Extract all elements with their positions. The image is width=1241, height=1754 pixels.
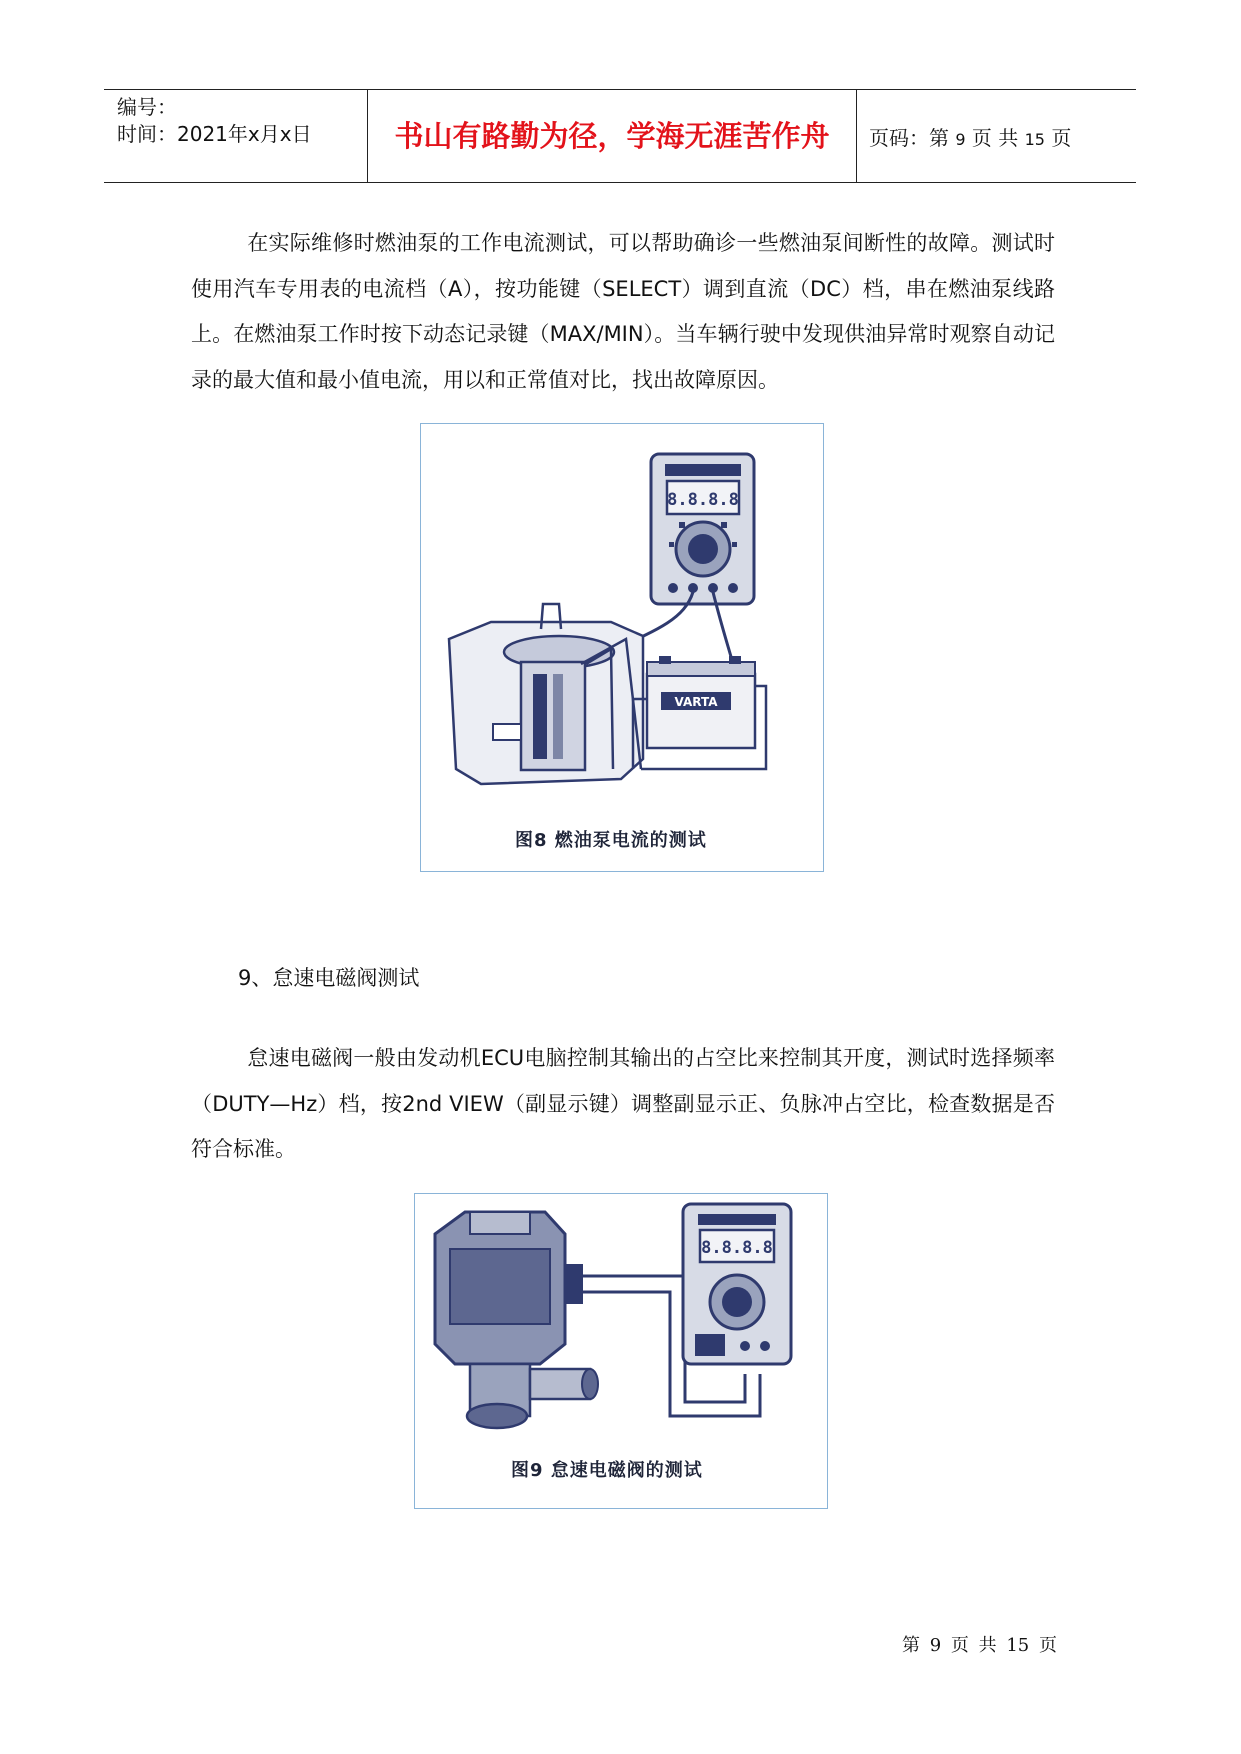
header-divider-right	[856, 89, 857, 182]
paragraph-1-text: 在实际维修时燃油泵的工作电流测试，可以帮助确诊一些燃油泵间断性的故障。测试时使用汽车专用表的电流档（A），按功能键（SELECT）调到直流（DC）档，串在燃油泵线路上。在燃油泵工作时按下动态记录键（MAX/MIN）。当车辆行驶中发现供油异常时观察自动记录的最大值和最小值电流，用以和正常值对比，找出故障原因。	[191, 231, 1055, 392]
header-page-indicator	[869, 125, 1071, 153]
header-time-label: 时间：2021年x月x日	[117, 122, 312, 146]
figure-8-caption: 图8 燃油泵电流的测试	[515, 830, 707, 851]
header-top-rule	[104, 89, 1136, 90]
header-number-label: 编号：	[117, 95, 177, 119]
paragraph-2-text: 怠速电磁阀一般由发动机ECU电脑控制其输出的占空比来控制其开度，测试时选择频率（DUTY—Hz）档，按2nd VIEW（副显示键）调整副显示正、负脉冲占空比，检查数据是否符合标准。	[191, 1046, 1055, 1161]
header-bottom-rule	[104, 182, 1136, 183]
paragraph-fuel-pump-current	[191, 221, 1055, 403]
figure-9-caption: 图9 怠速电磁阀的测试	[511, 1460, 703, 1481]
paragraph-idle-valve	[191, 1036, 1055, 1173]
header-page-prefix: 页码：第	[869, 126, 949, 150]
fuel-pump-test-illustration	[421, 424, 823, 871]
footer-page-number: 第 9 页 共 15 页	[902, 1635, 1057, 1656]
section-heading-idle-valve: 9、怠速电磁阀测试	[238, 966, 420, 990]
fig8-battery-brand: VARTA	[674, 695, 718, 709]
figure-idle-valve-test	[414, 1193, 828, 1509]
header-page-total: 15	[1024, 130, 1045, 149]
header-motto: 书山有路勤为径，学海无涯苦作舟	[394, 119, 830, 153]
header-page-suffix: 页	[1051, 126, 1072, 150]
figure-fuel-pump-current-test	[420, 423, 824, 872]
header-page-mid: 页 共	[971, 126, 1019, 150]
fig9-meter-display: 8.8.8.8	[701, 1238, 773, 1258]
fig8-meter-display: 8.8.8.8	[667, 490, 739, 510]
header-page-current: 9	[955, 130, 966, 149]
